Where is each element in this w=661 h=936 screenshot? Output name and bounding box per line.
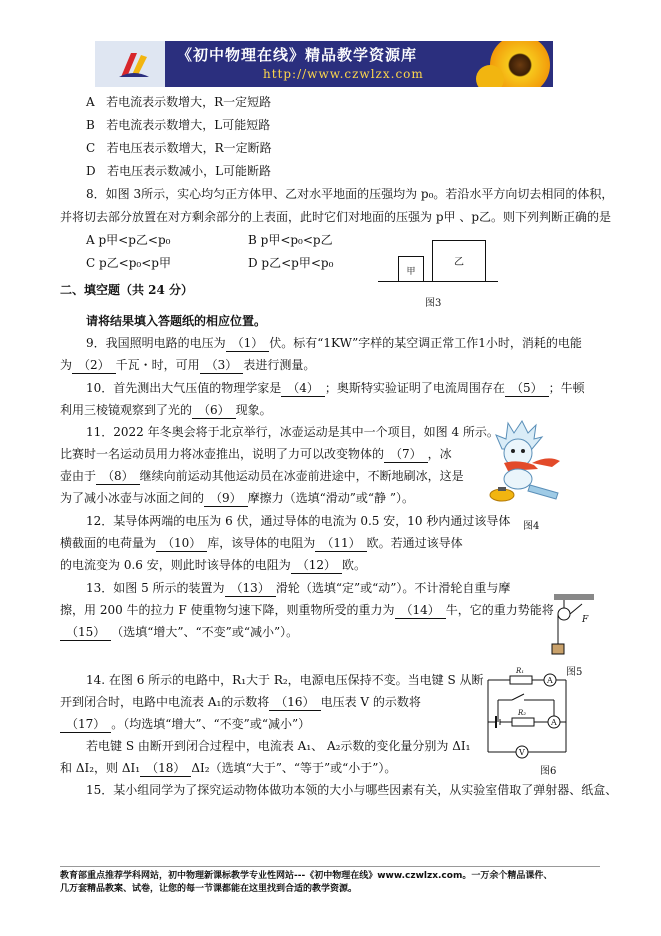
figure-6-caption: 图6 <box>540 766 557 777</box>
ammeter-a1-label: A <box>547 676 553 685</box>
banner-url[interactable]: http://www.czwlzx.com <box>263 67 424 81</box>
blank-14: （14） <box>395 602 446 619</box>
option-7c: C 若电压表示数增大，R一定断路 <box>86 141 272 155</box>
blank-17: （17） <box>60 716 111 733</box>
q11-line4: 为了减小冰壶与冰面之间的 （9） 摩擦力（选填“滑动”或“静 ”）。 <box>60 491 415 505</box>
footer-line2: 几万套精品教案、试卷，让您的每一节课都能在这里找到合适的教学资源。 <box>60 884 358 894</box>
figure-3 <box>378 232 498 287</box>
option-7d: D 若电压表示数减小，L可能断路 <box>86 164 272 178</box>
q14-line1: 14. 在图 6 所示的电路中，R₁大于 R₂，电源电压保持不变。当电键 S 从断 <box>86 673 484 687</box>
blank-4: （4） <box>281 380 325 397</box>
ground-line <box>378 281 498 282</box>
blank-9: （9） <box>204 490 248 507</box>
blank-16: （16） <box>269 694 320 711</box>
blank-3: （3） <box>200 357 244 374</box>
blank-7: （7） <box>384 446 428 463</box>
blank-11: （11） <box>315 535 366 552</box>
footer-line1: 教育部重点推荐学科网站，初中物理新课标教学专业性网站---《初中物理在线》www.czwlzx.com。一万余个精品课件、 <box>60 871 553 881</box>
q14-line2: 开到闭合时，电路中电流表 A₁的示数将 （16） 电压表 V 的示数将 <box>60 695 421 709</box>
ammeter-a2-label: A <box>551 718 557 727</box>
q14-line5: 和 ΔI₂，则 ΔI₁ （18） ΔI₂（选填“大于”、“等于”或“小于”）。 <box>60 761 397 775</box>
q14-line4: 若电键 S 由断开到闭合过程中，电流表 A₁、 A₂示数的变化量分别为 ΔI₁ <box>86 739 471 753</box>
option-7b: B 若电流表示数增大，L可能短路 <box>86 118 271 132</box>
q11-line1: 11．2022 年冬奥会将于北京举行，冰壶运动是其中一个项目，如图 4 所示。 <box>86 425 499 439</box>
figure-3-caption: 图3 <box>425 298 442 309</box>
blank-5: （5） <box>505 380 549 397</box>
q8-line2: 并将切去部分放置在对方剩余部分的上表面，此时它们对地面的压强为 p甲 、p乙。则下列判断正确的是 <box>60 210 611 224</box>
section-title: 二、填空题（共 24 分） <box>60 283 194 297</box>
r1-label: R₁ <box>516 667 525 675</box>
q13-line3: （15） （选填“增大”、“不变”或“减小”）。 <box>60 624 298 641</box>
blank-6: （6） <box>192 402 236 419</box>
figure-4-caption: 图4 <box>523 521 540 532</box>
banner-title: 《初中物理在线》精品教学资源库 <box>177 46 418 64</box>
q14-line3: （17） 。（均选填“增大”、“不变”或“减小”） <box>60 716 310 733</box>
q13-line2: 擦，用 200 牛的拉力 F 使重物匀速下降，则重物所受的重力为 （14） 牛，它的重力势能将 <box>60 603 554 617</box>
q9-line1: 9．我国照明电路的电压为 （1） 伏。标有“1KW”字样的某空调正常工作1小时，消耗的电能 <box>86 336 582 350</box>
blank-18: （18） <box>140 760 191 777</box>
figure-5-pulley <box>546 592 598 658</box>
blank-1: （1） <box>226 335 270 352</box>
q12-line3: 的电流变为 0.6 安，则此时该导体的电阻为 （12） 欧。 <box>60 558 367 572</box>
blank-15: （15） <box>60 624 111 641</box>
figure-5-caption: 图5 <box>566 667 583 678</box>
q8-option-c: C p乙<p₀<p甲 <box>86 256 171 270</box>
q13-line1: 13．如图 5 所示的装置为 （13） 滑轮（选填“定”或“动”）。不计滑轮自重与摩 <box>86 581 511 595</box>
r2-label: R₂ <box>518 709 527 717</box>
header-banner <box>95 41 553 87</box>
cube-yi: 乙 <box>432 240 486 282</box>
option-7a: A 若电流表示数增大，R一定短路 <box>86 95 272 109</box>
q11-line3: 壶由于 （8） 继续向前运动其他运动员在冰壶前进途中，不断地刷冰，这是 <box>60 469 464 483</box>
logo-icon <box>117 47 151 81</box>
q8-option-b: B p甲<p₀<p乙 <box>248 233 333 247</box>
blank-12: （12） <box>291 557 342 574</box>
cube-jia: 甲 <box>398 256 424 282</box>
figure-4-mascot <box>478 415 568 510</box>
footer-divider <box>60 866 600 867</box>
q15-line1: 15．某小组同学为了探究运动物体做功本领的大小与哪些因素有关，从实验室借取了弹射器、纸盒、 <box>86 783 618 797</box>
blank-10: （10） <box>156 535 207 552</box>
q10-line2: 利用三棱镜观察到了光的 （6） 现象。 <box>60 403 272 417</box>
blank-2: （2） <box>72 357 116 374</box>
q12-line2: 横截面的电荷量为 （10） 库，该导体的电阻为 （11） 欧。若通过该导体 <box>60 536 463 550</box>
q8-line1: 8．如图 3所示，实心均匀正方体甲、乙对水平地面的压强均为 p₀。若沿水平方向切去相同的体积， <box>86 187 614 201</box>
q9-line2: 为 （2） 千瓦・时，可用 （3） 表进行测量。 <box>60 358 316 372</box>
section-instruction: 请将结果填入答题纸的相应位置。 <box>86 314 267 328</box>
q8-option-a: A p甲<p乙<p₀ <box>86 233 171 247</box>
force-label: F <box>582 615 589 625</box>
q12-line1: 12．某导体两端的电压为 6 伏，通过导体的电流为 0.5 安，10 秒内通过该导体 <box>86 514 511 528</box>
q10-line1: 10．首先测出大气压值的物理学家是 （4） ；奥斯特实验证明了电流周围存在 （5） ；牛顿 <box>86 381 585 395</box>
voltmeter-label: V <box>519 748 525 757</box>
figure-6-circuit <box>476 660 576 760</box>
q11-line2: 比赛时一名运动员用力将冰壶推出，说明了力可以改变物体的 （7） ，冰 <box>60 447 452 461</box>
q8-option-d: D p乙<p甲<p₀ <box>248 256 334 270</box>
blank-13: （13） <box>225 580 276 597</box>
blank-8: （8） <box>96 468 140 485</box>
